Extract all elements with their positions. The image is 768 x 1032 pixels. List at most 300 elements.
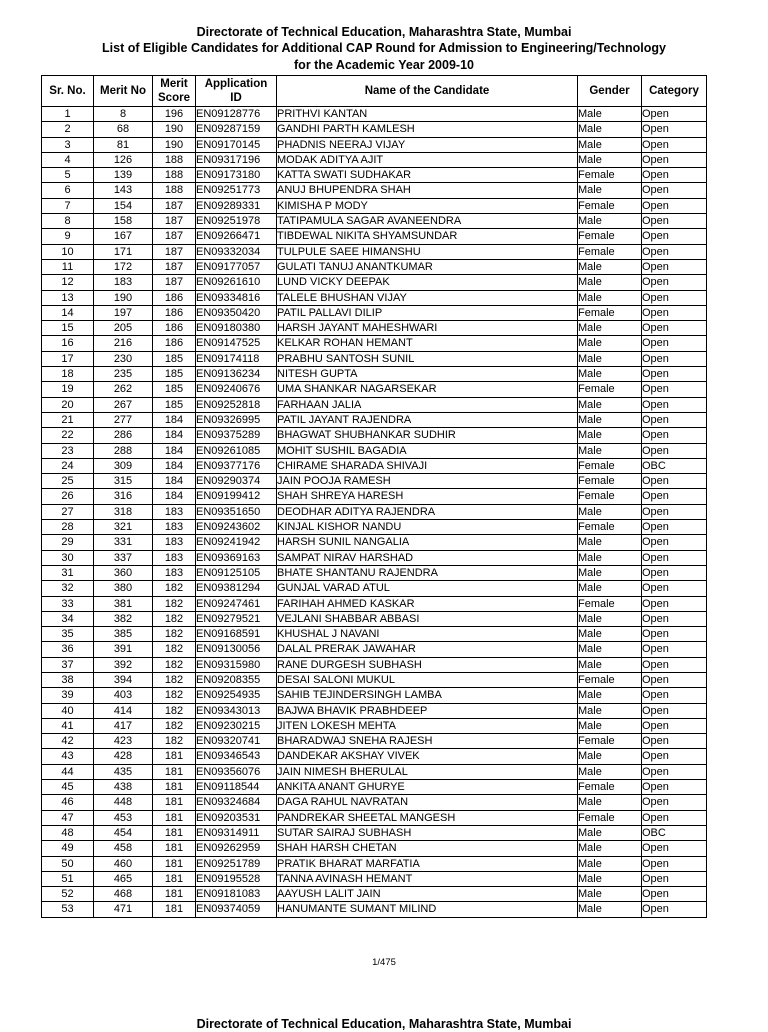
table-row (42, 550, 707, 565)
cell-merit-score: 181 (153, 856, 196, 871)
cell-candidate-name: PATIL JAYANT RAJENDRA (277, 412, 578, 427)
cell-category: Open (642, 596, 707, 611)
cell-merit-score: 181 (153, 825, 196, 840)
cell-category: Open (642, 305, 707, 320)
cell-sr-no: 6 (42, 183, 94, 198)
cell-sr-no: 49 (42, 841, 94, 856)
cell-application-id: EN09289331 (196, 198, 277, 213)
cell-sr-no: 25 (42, 474, 94, 489)
cell-category: Open (642, 581, 707, 596)
cell-gender: Female (578, 382, 642, 397)
cell-merit-score: 184 (153, 412, 196, 427)
cell-gender: Female (578, 458, 642, 473)
cell-category: Open (642, 122, 707, 137)
table-row (42, 321, 707, 336)
cell-sr-no: 30 (42, 550, 94, 565)
cell-gender: Male (578, 122, 642, 137)
cell-candidate-name: HANUMANTE SUMANT MILIND (277, 902, 578, 917)
cell-application-id: EN09128776 (196, 107, 277, 122)
cell-application-id: EN09324684 (196, 795, 277, 810)
cell-application-id: EN09262959 (196, 841, 277, 856)
cell-merit-no: 453 (94, 810, 153, 825)
cell-gender: Female (578, 474, 642, 489)
table-row (42, 688, 707, 703)
cell-merit-no: 8 (94, 107, 153, 122)
cell-sr-no: 37 (42, 657, 94, 672)
cell-merit-score: 184 (153, 458, 196, 473)
cell-candidate-name: RANE DURGESH SUBHASH (277, 657, 578, 672)
table-row (42, 780, 707, 795)
cell-application-id: EN09243602 (196, 520, 277, 535)
table-row (42, 703, 707, 718)
cell-application-id: EN09174118 (196, 351, 277, 366)
cell-merit-no: 277 (94, 412, 153, 427)
cell-merit-score: 181 (153, 749, 196, 764)
table-row (42, 504, 707, 519)
cell-category: Open (642, 795, 707, 810)
table-row (42, 474, 707, 489)
table-row (42, 734, 707, 749)
cell-sr-no: 40 (42, 703, 94, 718)
cell-application-id: EN09261085 (196, 443, 277, 458)
cell-application-id: EN09203531 (196, 810, 277, 825)
cell-merit-no: 321 (94, 520, 153, 535)
cell-merit-score: 184 (153, 428, 196, 443)
cell-gender: Male (578, 183, 642, 198)
cell-sr-no: 13 (42, 290, 94, 305)
cell-merit-score: 183 (153, 565, 196, 580)
table-row (42, 581, 707, 596)
cell-application-id: EN09314911 (196, 825, 277, 840)
cell-merit-no: 262 (94, 382, 153, 397)
cell-sr-no: 35 (42, 627, 94, 642)
cell-candidate-name: TANNA AVINASH HEMANT (277, 871, 578, 886)
cell-merit-no: 448 (94, 795, 153, 810)
cell-gender: Female (578, 168, 642, 183)
cell-merit-no: 172 (94, 259, 153, 274)
cell-category: Open (642, 810, 707, 825)
cell-merit-no: 267 (94, 397, 153, 412)
cell-application-id: EN09317196 (196, 152, 277, 167)
cell-gender: Male (578, 627, 642, 642)
cell-candidate-name: JAIN POOJA RAMESH (277, 474, 578, 489)
cell-application-id: EN09181083 (196, 887, 277, 902)
cell-gender: Male (578, 841, 642, 856)
cell-application-id: EN09350420 (196, 305, 277, 320)
cell-sr-no: 17 (42, 351, 94, 366)
cell-candidate-name: TULPULE SAEE HIMANSHU (277, 244, 578, 259)
cell-application-id: EN09356076 (196, 764, 277, 779)
cell-candidate-name: BHAGWAT SHUBHANKAR SUDHIR (277, 428, 578, 443)
cell-sr-no: 18 (42, 367, 94, 382)
cell-sr-no: 47 (42, 810, 94, 825)
cell-merit-no: 197 (94, 305, 153, 320)
cell-category: Open (642, 520, 707, 535)
cell-category: Open (642, 688, 707, 703)
cell-category: Open (642, 657, 707, 672)
cell-gender: Male (578, 504, 642, 519)
cell-sr-no: 46 (42, 795, 94, 810)
cell-category: Open (642, 290, 707, 305)
cell-category: Open (642, 718, 707, 733)
col-header-gender: Gender (578, 76, 642, 107)
cell-merit-no: 143 (94, 183, 153, 198)
cell-merit-no: 468 (94, 887, 153, 902)
cell-category: Open (642, 275, 707, 290)
table-row (42, 336, 707, 351)
table-row (42, 305, 707, 320)
cell-sr-no: 1 (42, 107, 94, 122)
table-row (42, 611, 707, 626)
cell-merit-score: 181 (153, 902, 196, 917)
cell-gender: Male (578, 657, 642, 672)
cell-merit-no: 315 (94, 474, 153, 489)
cell-gender: Male (578, 336, 642, 351)
cell-merit-score: 196 (153, 107, 196, 122)
cell-merit-no: 382 (94, 611, 153, 626)
cell-merit-score: 182 (153, 657, 196, 672)
table-row (42, 841, 707, 856)
cell-merit-score: 181 (153, 795, 196, 810)
cell-sr-no: 53 (42, 902, 94, 917)
cell-merit-score: 188 (153, 152, 196, 167)
cell-gender: Male (578, 152, 642, 167)
cell-candidate-name: MOHIT SUSHIL BAGADIA (277, 443, 578, 458)
cell-category: Open (642, 137, 707, 152)
table-row (42, 244, 707, 259)
table-row (42, 642, 707, 657)
cell-merit-no: 318 (94, 504, 153, 519)
cell-application-id: EN09173180 (196, 168, 277, 183)
cell-gender: Male (578, 321, 642, 336)
cell-candidate-name: BHARADWAJ SNEHA RAJESH (277, 734, 578, 749)
cell-merit-no: 230 (94, 351, 153, 366)
table-row (42, 856, 707, 871)
cell-merit-no: 286 (94, 428, 153, 443)
cell-candidate-name: JAIN NIMESH BHERULAL (277, 764, 578, 779)
cell-merit-score: 190 (153, 122, 196, 137)
cell-merit-no: 471 (94, 902, 153, 917)
cell-sr-no: 43 (42, 749, 94, 764)
cell-merit-score: 182 (153, 596, 196, 611)
cell-category: Open (642, 474, 707, 489)
cell-sr-no: 36 (42, 642, 94, 657)
cell-merit-score: 186 (153, 305, 196, 320)
cell-category: Open (642, 214, 707, 229)
cell-merit-score: 182 (153, 672, 196, 687)
cell-category: Open (642, 259, 707, 274)
cell-application-id: EN09118544 (196, 780, 277, 795)
cell-merit-no: 158 (94, 214, 153, 229)
col-header-category: Category (642, 76, 707, 107)
cell-merit-score: 183 (153, 550, 196, 565)
cell-category: Open (642, 550, 707, 565)
table-row (42, 290, 707, 305)
cell-category: OBC (642, 825, 707, 840)
cell-category: Open (642, 107, 707, 122)
cell-sr-no: 38 (42, 672, 94, 687)
table-row (42, 137, 707, 152)
cell-merit-score: 185 (153, 382, 196, 397)
cell-category: Open (642, 351, 707, 366)
cell-gender: Male (578, 428, 642, 443)
cell-merit-score: 182 (153, 734, 196, 749)
cell-sr-no: 41 (42, 718, 94, 733)
cell-merit-no: 460 (94, 856, 153, 871)
cell-candidate-name: GULATI TANUJ ANANTKUMAR (277, 259, 578, 274)
cell-merit-no: 171 (94, 244, 153, 259)
cell-gender: Female (578, 734, 642, 749)
table-row (42, 489, 707, 504)
table-row (42, 351, 707, 366)
cell-category: Open (642, 412, 707, 427)
next-page-title: Directorate of Technical Education, Maharashtra State, Mumbai (196, 1017, 572, 1031)
table-row (42, 198, 707, 213)
cell-gender: Female (578, 244, 642, 259)
col-header-merit-score (153, 76, 196, 107)
cell-gender: Male (578, 703, 642, 718)
col-header-name: Name of the Candidate (277, 76, 578, 107)
cell-candidate-name: KELKAR ROHAN HEMANT (277, 336, 578, 351)
table-row (42, 382, 707, 397)
cell-candidate-name: SHAH SHREYA HARESH (277, 489, 578, 504)
cell-merit-no: 465 (94, 871, 153, 886)
cell-sr-no: 15 (42, 321, 94, 336)
cell-merit-no: 385 (94, 627, 153, 642)
cell-merit-score: 183 (153, 504, 196, 519)
cell-merit-no: 235 (94, 367, 153, 382)
cell-sr-no: 27 (42, 504, 94, 519)
cell-application-id: EN09136234 (196, 367, 277, 382)
cell-application-id: EN09320741 (196, 734, 277, 749)
cell-merit-score: 182 (153, 718, 196, 733)
cell-gender: Male (578, 887, 642, 902)
cell-candidate-name: GUNJAL VARAD ATUL (277, 581, 578, 596)
cell-application-id: EN09251978 (196, 214, 277, 229)
cell-gender: Male (578, 351, 642, 366)
cell-category: Open (642, 871, 707, 886)
merit-score-line1: Merit (160, 78, 188, 90)
cell-gender: Female (578, 672, 642, 687)
cell-sr-no: 10 (42, 244, 94, 259)
table-row (42, 871, 707, 886)
cell-gender: Male (578, 290, 642, 305)
cell-sr-no: 11 (42, 259, 94, 274)
cell-sr-no: 9 (42, 229, 94, 244)
cell-application-id: EN09351650 (196, 504, 277, 519)
merit-score-line2: Score (158, 92, 190, 104)
cell-merit-no: 337 (94, 550, 153, 565)
cell-category: Open (642, 367, 707, 382)
table-row (42, 458, 707, 473)
table-row (42, 259, 707, 274)
cell-gender: Male (578, 443, 642, 458)
cell-sr-no: 4 (42, 152, 94, 167)
cell-merit-no: 154 (94, 198, 153, 213)
cell-application-id: EN09195528 (196, 871, 277, 886)
cell-sr-no: 52 (42, 887, 94, 902)
cell-merit-score: 184 (153, 489, 196, 504)
cell-candidate-name: FARHAAN JALIA (277, 397, 578, 412)
cell-gender: Male (578, 825, 642, 840)
cell-gender: Male (578, 611, 642, 626)
cell-application-id: EN09375289 (196, 428, 277, 443)
cell-application-id: EN09369163 (196, 550, 277, 565)
cell-candidate-name: HARSH JAYANT MAHESHWARI (277, 321, 578, 336)
cell-sr-no: 20 (42, 397, 94, 412)
cell-sr-no: 33 (42, 596, 94, 611)
cell-category: Open (642, 428, 707, 443)
cell-application-id: EN09290374 (196, 474, 277, 489)
cell-category: Open (642, 152, 707, 167)
cell-sr-no: 50 (42, 856, 94, 871)
application-line1: Application (204, 78, 268, 90)
cell-sr-no: 51 (42, 871, 94, 886)
cell-sr-no: 28 (42, 520, 94, 535)
cell-category: Open (642, 382, 707, 397)
academic-year: for the Academic Year 2009-10 (294, 58, 474, 72)
cell-candidate-name: HARSH SUNIL NANGALIA (277, 535, 578, 550)
cell-category: Open (642, 198, 707, 213)
cell-candidate-name: TIBDEWAL NIKITA SHYAMSUNDAR (277, 229, 578, 244)
cell-category: Open (642, 841, 707, 856)
candidate-rows (42, 107, 707, 918)
cell-sr-no: 39 (42, 688, 94, 703)
cell-candidate-name: GANDHI PARTH KAMLESH (277, 122, 578, 137)
cell-gender: Male (578, 412, 642, 427)
cell-application-id: EN09199412 (196, 489, 277, 504)
cell-gender: Male (578, 871, 642, 886)
table-row (42, 887, 707, 902)
cell-merit-no: 309 (94, 458, 153, 473)
table-row (42, 902, 707, 917)
cell-candidate-name: TATIPAMULA SAGAR AVANEENDRA (277, 214, 578, 229)
cell-application-id: EN09208355 (196, 672, 277, 687)
cell-category: Open (642, 489, 707, 504)
cell-application-id: EN09261610 (196, 275, 277, 290)
cell-application-id: EN09168591 (196, 627, 277, 642)
table-row (42, 596, 707, 611)
cell-merit-score: 182 (153, 703, 196, 718)
cell-candidate-name: NITESH GUPTA (277, 367, 578, 382)
cell-candidate-name: BHATE SHANTANU RAJENDRA (277, 565, 578, 580)
cell-gender: Male (578, 137, 642, 152)
document-title: Directorate of Technical Education, Maharashtra State, Mumbai (196, 25, 572, 39)
cell-application-id: EN09381294 (196, 581, 277, 596)
cell-merit-score: 186 (153, 290, 196, 305)
cell-gender: Male (578, 718, 642, 733)
cell-merit-no: 392 (94, 657, 153, 672)
cell-merit-no: 126 (94, 152, 153, 167)
cell-merit-score: 181 (153, 780, 196, 795)
cell-merit-score: 187 (153, 214, 196, 229)
cell-candidate-name: DANDEKAR AKSHAY VIVEK (277, 749, 578, 764)
cell-category: Open (642, 443, 707, 458)
cell-application-id: EN09247461 (196, 596, 277, 611)
cell-candidate-name: PATIL PALLAVI DILIP (277, 305, 578, 320)
table-row (42, 535, 707, 550)
table-row (42, 764, 707, 779)
table-row (42, 565, 707, 580)
cell-category: Open (642, 703, 707, 718)
table-row (42, 428, 707, 443)
table-row (42, 443, 707, 458)
cell-application-id: EN09374059 (196, 902, 277, 917)
cell-candidate-name: KIMISHA P MODY (277, 198, 578, 213)
table-row (42, 397, 707, 412)
cell-merit-no: 391 (94, 642, 153, 657)
cell-candidate-name: KATTA SWATI SUDHAKAR (277, 168, 578, 183)
cell-sr-no: 44 (42, 764, 94, 779)
cell-merit-score: 186 (153, 336, 196, 351)
col-header-application-id (196, 76, 277, 107)
cell-candidate-name: JITEN LOKESH MEHTA (277, 718, 578, 733)
cell-category: Open (642, 627, 707, 642)
cell-candidate-name: LUND VICKY DEEPAK (277, 275, 578, 290)
page-number: 1/475 (372, 957, 396, 968)
cell-candidate-name: SHAH HARSH CHETAN (277, 841, 578, 856)
cell-candidate-name: DESAI SALONI MUKUL (277, 672, 578, 687)
cell-sr-no: 19 (42, 382, 94, 397)
cell-category: Open (642, 611, 707, 626)
cell-merit-no: 360 (94, 565, 153, 580)
table-row (42, 795, 707, 810)
cell-application-id: EN09279521 (196, 611, 277, 626)
cell-application-id: EN09266471 (196, 229, 277, 244)
cell-application-id: EN09315980 (196, 657, 277, 672)
cell-application-id: EN09130056 (196, 642, 277, 657)
cell-gender: Male (578, 565, 642, 580)
cell-candidate-name: SAHIB TEJINDERSINGH LAMBA (277, 688, 578, 703)
cell-category: Open (642, 856, 707, 871)
cell-gender: Female (578, 305, 642, 320)
cell-category: Open (642, 397, 707, 412)
cell-merit-score: 185 (153, 367, 196, 382)
table-row (42, 520, 707, 535)
cell-category: Open (642, 244, 707, 259)
table-row (42, 214, 707, 229)
table-row (42, 168, 707, 183)
cell-gender: Male (578, 397, 642, 412)
cell-application-id: EN09254935 (196, 688, 277, 703)
cell-application-id: EN09177057 (196, 259, 277, 274)
cell-merit-no: 81 (94, 137, 153, 152)
cell-gender: Female (578, 810, 642, 825)
cell-merit-no: 68 (94, 122, 153, 137)
cell-category: Open (642, 565, 707, 580)
cell-candidate-name: AAYUSH LALIT JAIN (277, 887, 578, 902)
cell-category: Open (642, 336, 707, 351)
cell-merit-no: 288 (94, 443, 153, 458)
cell-category: Open (642, 321, 707, 336)
cell-candidate-name: BAJWA BHAVIK PRABHDEEP (277, 703, 578, 718)
cell-merit-score: 183 (153, 535, 196, 550)
cell-sr-no: 48 (42, 825, 94, 840)
cell-gender: Female (578, 198, 642, 213)
cell-gender: Male (578, 902, 642, 917)
cell-application-id: EN09230215 (196, 718, 277, 733)
cell-merit-score: 182 (153, 611, 196, 626)
candidate-table (41, 75, 707, 918)
cell-merit-no: 414 (94, 703, 153, 718)
cell-category: Open (642, 535, 707, 550)
cell-merit-score: 181 (153, 841, 196, 856)
cell-application-id: EN09332034 (196, 244, 277, 259)
cell-application-id: EN09343013 (196, 703, 277, 718)
table-row (42, 627, 707, 642)
cell-gender: Male (578, 259, 642, 274)
cell-merit-no: 190 (94, 290, 153, 305)
